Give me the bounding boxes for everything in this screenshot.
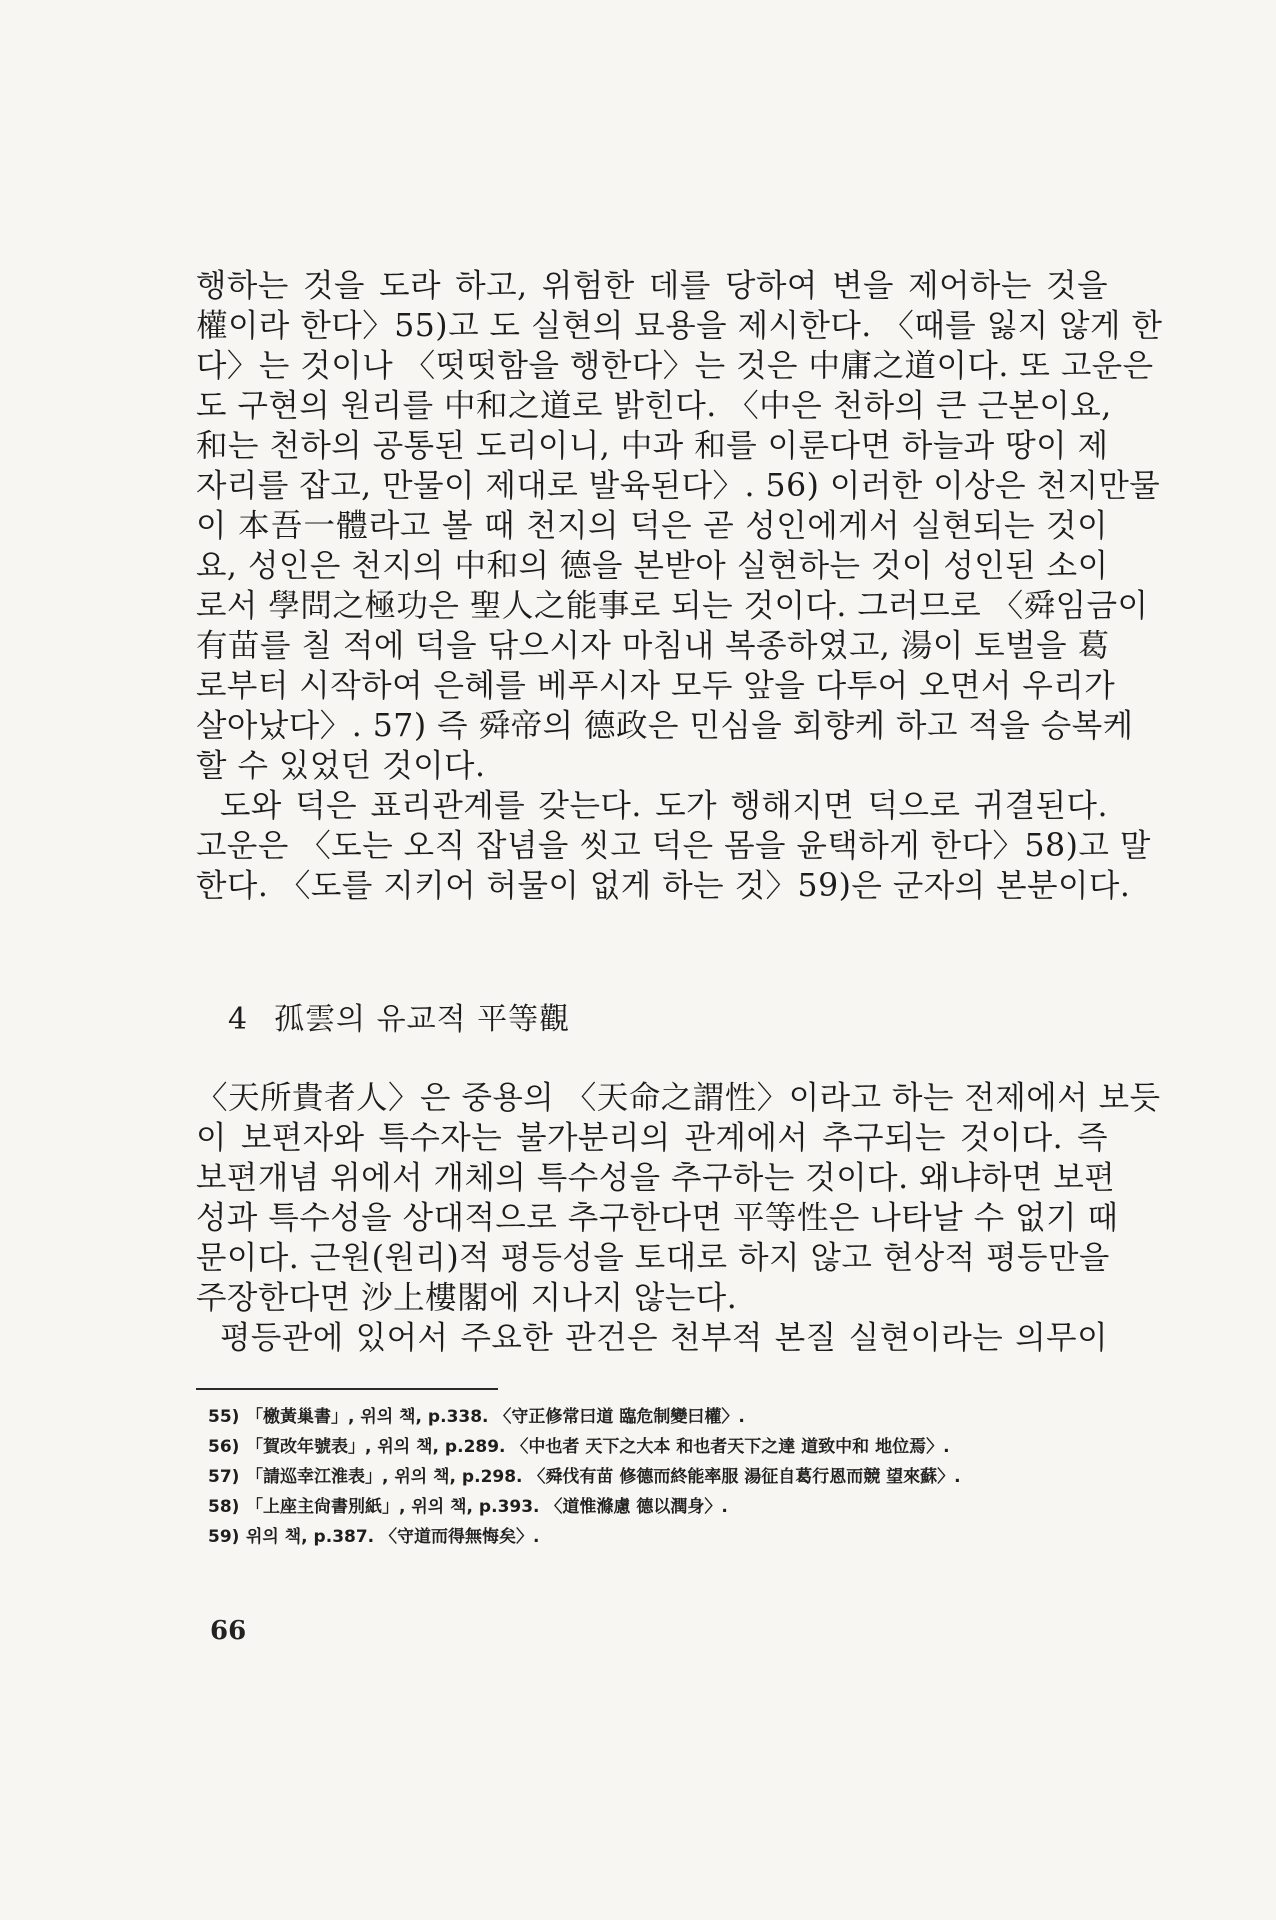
text-line: 한다. 〈도를 지키어 허물이 없게 하는 것〉59)은 군자의 본분이다.: [196, 868, 1131, 904]
section-heading: [228, 1000, 570, 1040]
footnote-59: [208, 1522, 1108, 1552]
text-line: 요, 성인은 천지의 中和의 德을 본받아 실현하는 것이 성인된 소이: [196, 548, 1109, 584]
footnote-text: 「請巡幸江淮表」, 위의 책, p.298. 〈舜伐有苗 修德而終能率服 湯征自葛行恩而競 望來蘇〉.: [246, 1467, 961, 1487]
footnote-57: [208, 1462, 1108, 1492]
footnote-text: 「上座主尙書別紙」, 위의 책, p.393. 〈道惟滌慮 德以潤身〉.: [246, 1497, 728, 1517]
text-line: 이 보편자와 특수자는 불가분리의 관계에서 추구되는 것이다. 즉: [196, 1120, 1108, 1156]
text-line: 도 구현의 원리를 中和之道로 밝힌다. 〈中은 천하의 큰 근본이요,: [196, 388, 1112, 424]
footnote-number: 57): [208, 1467, 240, 1487]
text-line: 보편개념 위에서 개체의 특수성을 추구하는 것이다. 왜냐하면 보편: [196, 1160, 1116, 1196]
footnote-56: [208, 1432, 1108, 1462]
text-line: 성과 특수성을 상대적으로 추구한다면 平等性은 나타날 수 없기 때: [196, 1200, 1119, 1236]
footnote-number: 56): [208, 1437, 240, 1457]
paragraph-3: [196, 1078, 1161, 1318]
text-line: 和는 천하의 공통된 도리이니, 中과 和를 이룬다면 하늘과 땅이 제: [196, 428, 1109, 464]
footnote-number: 58): [208, 1497, 240, 1517]
footnote-text: 「賀改年號表」, 위의 책, p.289. 〈中也者 天下之大本 和也者天下之達 道致中和 地位焉〉.: [246, 1437, 950, 1457]
text-line: 〈天所貴者人〉은 중용의 〈天命之謂性〉이라고 하는 전제에서 보듯: [196, 1080, 1161, 1116]
text-line: 다〉는 것이나 〈떳떳함을 행한다〉는 것은 中庸之道이다. 또 고운은: [196, 348, 1154, 384]
text-line: 로부터 시작하여 은혜를 베푸시자 모두 앞을 다투어 오면서 우리가: [196, 668, 1116, 704]
footnote-text: 위의 책, p.387. 〈守道而得無悔矣〉.: [246, 1527, 540, 1547]
body-paragraphs-lower: [196, 1078, 1161, 1358]
text-line: 이 本吾一體라고 볼 때 천지의 덕은 곧 성인에게서 실현되는 것이: [196, 508, 1108, 544]
text-line: 도와 덕은 표리관계를 갖는다. 도가 행해지면 덕으로 귀결된다.: [220, 788, 1109, 824]
body-paragraphs-upper: [196, 266, 1163, 906]
text-line: 살아났다〉. 57) 즉 舜帝의 德政은 민심을 회향케 하고 적을 승복케: [196, 708, 1134, 744]
section-title: 孤雲의 유교적 平等觀: [274, 1002, 571, 1037]
paragraph-1: [196, 266, 1163, 786]
text-line: 주장한다면 沙上樓閣에 지나지 않는다.: [196, 1280, 738, 1316]
text-line: 행하는 것을 도라 하고, 위험한 데를 당하여 변을 제어하는 것을: [196, 268, 1108, 304]
text-line: 로서 學問之極功은 聖人之能事로 되는 것이다. 그러므로 〈舜임금이: [196, 588, 1149, 624]
text-line: 고운은 〈도는 오직 잡념을 씻고 덕은 몸을 윤택하게 한다〉58)고 말: [196, 828, 1151, 864]
paragraph-4: [196, 1318, 1108, 1358]
footnote-55: [208, 1402, 1108, 1432]
footnote-58: [208, 1492, 1108, 1522]
page-number: 66: [210, 1616, 247, 1646]
text-line: 할 수 있었던 것이다.: [196, 748, 486, 784]
footnote-text: 「檄黃巢書」, 위의 책, p.338. 〈守正修常曰道 臨危制變曰權〉.: [246, 1407, 745, 1427]
footnotes: [208, 1402, 1108, 1552]
text-line: 평등관에 있어서 주요한 관건은 천부적 본질 실현이라는 의무이: [220, 1320, 1108, 1356]
section-number: 4: [228, 1002, 249, 1037]
text-line: 權이라 한다〉55)고 도 실현의 묘용을 제시한다. 〈때를 잃지 않게 한: [196, 308, 1163, 344]
paragraph-2: [196, 786, 1151, 906]
footnote-number: 59): [208, 1527, 240, 1547]
text-line: 자리를 잡고, 만물이 제대로 발육된다〉. 56) 이러한 이상은 천지만물: [196, 468, 1161, 504]
footnote-number: 55): [208, 1407, 240, 1427]
text-line: 有苗를 칠 적에 덕을 닦으시자 마침내 복종하였고, 湯이 토벌을 葛: [196, 628, 1110, 664]
text-line: 문이다. 근원(원리)적 평등성을 토대로 하지 않고 현상적 평등만을: [196, 1240, 1110, 1276]
footnote-divider: [196, 1388, 498, 1390]
